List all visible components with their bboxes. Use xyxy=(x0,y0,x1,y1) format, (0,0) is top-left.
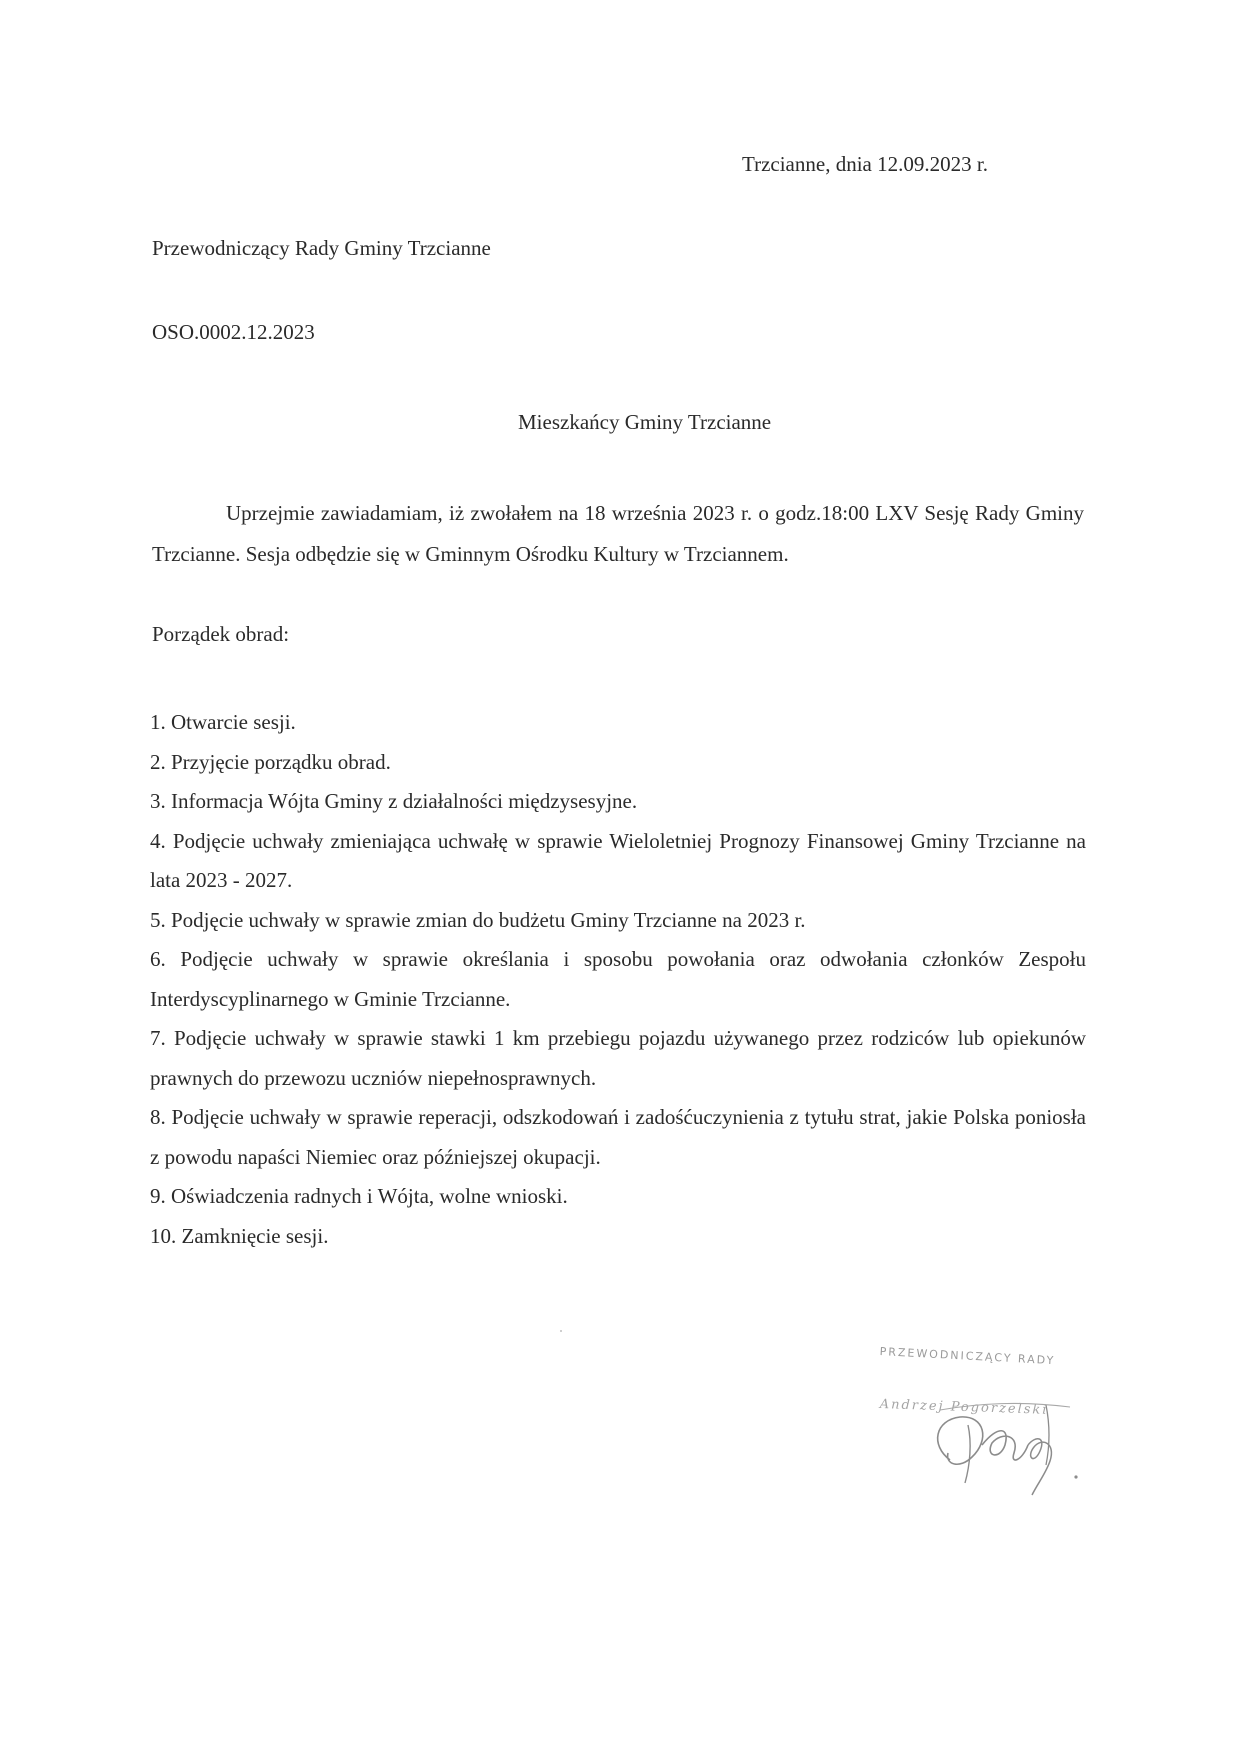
agenda-item: 3. Informacja Wójta Gminy z działalności międzysesyjne. xyxy=(150,789,638,813)
agenda-item: 7. Podjęcie uchwały w sprawie stawki 1 km przebiegu pojazdu używanego przez rodziców lub opiekunów prawnych do przewozu uczniów niepełnosprawnych. xyxy=(150,1026,1086,1090)
stamp-title: PRZEWODNICZĄCY RADY xyxy=(879,1345,1056,1368)
place-and-date: Trzcianne, dnia 12.09.2023 r. xyxy=(742,152,988,176)
agenda-item: 8. Podjęcie uchwały w sprawie reperacji, odszkodowań i zadośćuczynienia z tytułu strat, jakie Polska poniosła z powodu napaści Niemiec oraz późniejszej okupacji. xyxy=(150,1105,1086,1169)
agenda-list xyxy=(150,703,1086,1256)
announcement-paragraph xyxy=(152,493,1084,575)
agenda-item: 9. Oświadczenia radnych i Wójta, wolne wnioski. xyxy=(150,1184,568,1208)
sender-title: Przewodniczący Rady Gminy Trzcianne xyxy=(152,236,491,260)
stamp-name: Andrzej Pogorzelski xyxy=(879,1397,1049,1418)
scan-speck xyxy=(560,1330,562,1332)
official-stamp xyxy=(880,1345,1100,1505)
agenda-item: 4. Podjęcie uchwały zmieniająca uchwałę w sprawie Wieloletniej Prognozy Finansowej Gminy Trzcianne na lata 2023 - 2027. xyxy=(150,828,1086,892)
agenda-item: 2. Przyjęcie porządku obrad. xyxy=(150,749,391,774)
agenda-title: Porządek obrad: xyxy=(152,622,290,646)
agenda-item: 6. Podjęcie uchwały w sprawie określania i sposobu powołania oraz odwołania członków Zespołu Interdyscyplinarnego w Gminie Trzcianne. xyxy=(150,947,1086,1011)
addressee: Mieszkańcy Gminy Trzcianne xyxy=(518,410,772,434)
agenda-item: 5. Podjęcie uchwały w sprawie zmian do budżetu Gminy Trzcianne na 2023 r. xyxy=(150,907,806,932)
reference-number: OSO.0002.12.2023 xyxy=(152,320,315,344)
announcement-text: Uprzejmie zawiadamiam, iż zwołałem na 18 września 2023 r. o godz.18:00 LXV Sesję Rady Gminy Trzcianne. Sesja odbędzie się w Gminnym Ośrodku Kultury w Trzciannem. xyxy=(152,501,1084,566)
agenda-item: 1. Otwarcie sesji. xyxy=(150,710,296,734)
agenda-item: 10. Zamknięcie sesji. xyxy=(150,1223,329,1248)
handwritten-signature xyxy=(910,1365,1090,1505)
